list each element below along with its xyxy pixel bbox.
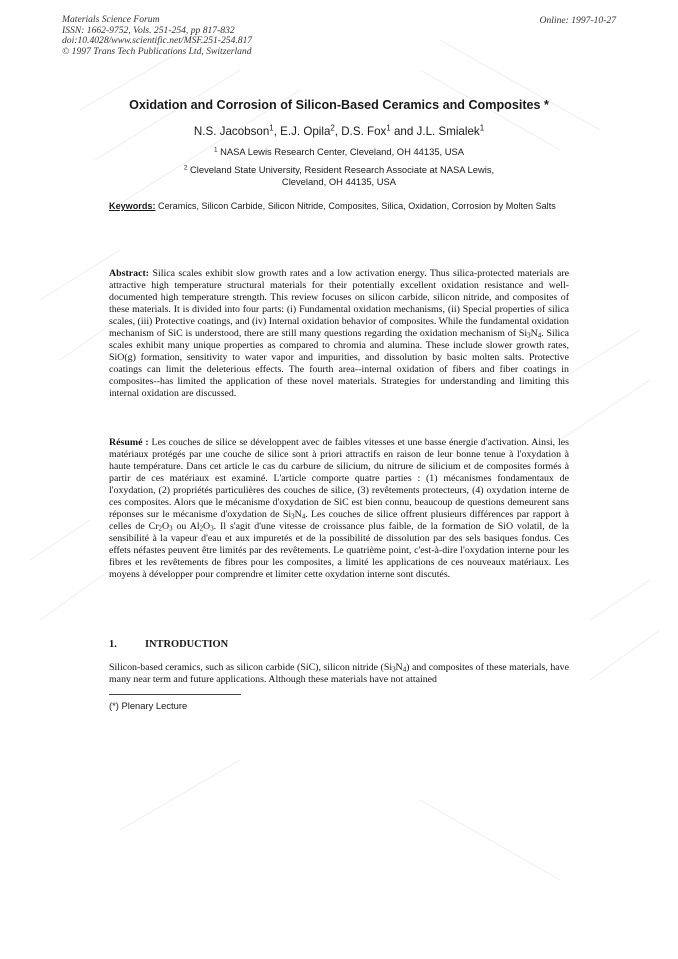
subscript: 2 bbox=[199, 525, 204, 533]
keywords bbox=[109, 201, 569, 212]
affiliation-mark: 1 bbox=[213, 146, 218, 154]
issn-line: ISSN: 1662-9752, Vols. 251-254, pp 817-832 bbox=[62, 24, 235, 36]
section-heading-introduction bbox=[109, 639, 228, 650]
introduction-paragraph bbox=[109, 662, 569, 686]
abstract bbox=[109, 268, 569, 400]
section-title: INTRODUCTION bbox=[145, 639, 229, 650]
subscript: 3 bbox=[210, 525, 214, 533]
resume-text: N bbox=[294, 509, 302, 520]
affiliation-mark: 2 bbox=[183, 164, 188, 172]
journal-name: Materials Science Forum bbox=[62, 14, 160, 25]
author-affiliation-mark: 1 bbox=[269, 123, 274, 133]
resume-text: . Il s'agit d'une vitesse de croissance plus faible, de la formation de SiO volatil, de la sensibilité à la vapeur d'eau et aux impuretés et de la possibilité de dissolution par des sels basiques fondus. Ces effets néfastes peuvent être limités par des revêtements. Le quatrième point, c'est-à-dire l'oxydation interne pour les fibres et les revêtements de fibres pour les composites, a limité les applications de ces nouveaux matériaux. Les moyens à développer pour comprendre et limiter cette oxydation interne sont discutés. bbox=[109, 521, 569, 580]
author-name: J.L. Smialek bbox=[416, 125, 480, 138]
subscript: 3 bbox=[527, 332, 531, 340]
resume-text: ou Al bbox=[172, 521, 200, 532]
paper-title: Oxidation and Corrosion of Silicon-Based Ceramics and Composites * bbox=[129, 98, 549, 112]
affiliation-1 bbox=[0, 146, 678, 158]
affiliation-text: NASA Lewis Research Center, Cleveland, OH 44135, USA bbox=[220, 146, 465, 157]
resume-text: Les couches de silice se développent avec de faibles vitesses et une basse énergie d'activation. Ainsi, les matériaux protégés par une couche de silice sont à priori attractifs en raison de leur bonne tenue à l'oxydation à haute température. Dans cet article le cas du carbure de silicium, du nitrure de silicium et de composites formés à partir de ces matériaux est examiné. L'article comporte quatre parties : (1) mécanismes fondamentaux de l'oxydation, (2) propriétés particulières des couches de silice, (3) revêtements protecteurs, (4) oxydation interne de ces composites. Alors que le mécanisme d'oxydation de SiC est bien connu, beaucoup de questions demeurent sans réponses sur le mécanisme d'oxydation de Si bbox=[109, 437, 569, 520]
resume-text: O bbox=[203, 521, 211, 532]
author-separator: , bbox=[273, 125, 281, 138]
resume-label: Résumé : bbox=[109, 437, 149, 448]
subscript: 3 bbox=[392, 666, 396, 674]
subscript: 3 bbox=[291, 513, 295, 521]
section-number: 1. bbox=[109, 639, 117, 650]
subscript: 3 bbox=[169, 525, 173, 533]
subscript: 4 bbox=[402, 666, 407, 674]
abstract-text: . Silica scales exhibit many unique properties as compared to chromia and alumina. These include slower growth rates, SiO(g) formation, sensitivity to water vapor and impurities, and dissolution by basic molten salts. Protective coatings can limit the deleterious effects. The fourth area--internal oxidation of fibers and fiber coatings in composites--has limited the application of these novel materials. Strategies for understanding and limiting this internal oxidation are discussed. bbox=[109, 328, 569, 399]
affiliation-2 bbox=[0, 164, 678, 187]
resume bbox=[109, 437, 569, 581]
subscript: 4 bbox=[537, 332, 542, 340]
author-separator: and bbox=[390, 125, 417, 138]
subscript: 4 bbox=[301, 513, 306, 521]
footnote-divider bbox=[109, 694, 241, 695]
resume-text: O bbox=[161, 521, 170, 532]
author-separator: , bbox=[334, 125, 342, 138]
abstract-text: Silica scales exhibit slow growth rates and a low activation energy. Thus silica-protected materials are attractive high temperature structural materials for their potentially excellent oxidation resistance and well-documented high temperature strength. This review focuses on silicon carbide, silicon nitride, and composites of these materials. It is divided into four parts: (i) Fundamental oxidation mechanisms, (ii) Special properties of silica scales, (iii) Protective coatings, and (iv) Internal oxidation behavior of composites. While the fundamental oxidation mechanism of SiC is understood, there are still many questions regarding the oxidation mechanism of Si bbox=[109, 268, 570, 339]
online-date: Online: 1997-10-27 bbox=[539, 15, 616, 26]
affiliation-text: Cleveland, OH 44135, USA bbox=[281, 175, 397, 187]
affiliation-text: Cleveland State University, Resident Research Associate at NASA Lewis, bbox=[190, 164, 495, 175]
publication-info bbox=[62, 15, 252, 57]
abstract-text: N bbox=[530, 328, 538, 339]
introduction-text: N bbox=[395, 662, 403, 673]
author-name: D.S. Fox bbox=[341, 125, 387, 138]
author-list bbox=[0, 125, 678, 138]
doi-line: doi:10.4028/www.scientific.net/MSF.251-254.817 bbox=[62, 35, 253, 47]
introduction-text: ) and composites of these materials, have many near term and future applications. Although these materials have not attained bbox=[109, 662, 569, 685]
copyright-line: © 1997 Trans Tech Publications Ltd, Switzerland bbox=[62, 45, 252, 57]
author-affiliation-mark: 1 bbox=[479, 123, 485, 133]
author-affiliation-mark: 1 bbox=[386, 123, 391, 133]
introduction-text: Silicon-based ceramics, such as silicon carbide (SiC), silicon nitride (Si bbox=[109, 662, 393, 673]
author-name: N.S. Jacobson bbox=[193, 125, 270, 138]
keywords-label: Keywords: bbox=[109, 201, 156, 211]
resume-text: . Les couches de silice offrent plusieurs différences par rapport à celles de Cr bbox=[109, 509, 569, 532]
footnote: (*) Plenary Lecture bbox=[109, 700, 188, 711]
abstract-label: Abstract: bbox=[109, 268, 150, 279]
author-name: E.J. Opila bbox=[280, 125, 331, 138]
author-affiliation-mark: 2 bbox=[330, 123, 335, 133]
keywords-text: Ceramics, Silicon Carbide, Silicon Nitride, Composites, Silica, Oxidation, Corrosion by Molten Salts bbox=[158, 201, 556, 211]
subscript: 2 bbox=[158, 525, 162, 533]
